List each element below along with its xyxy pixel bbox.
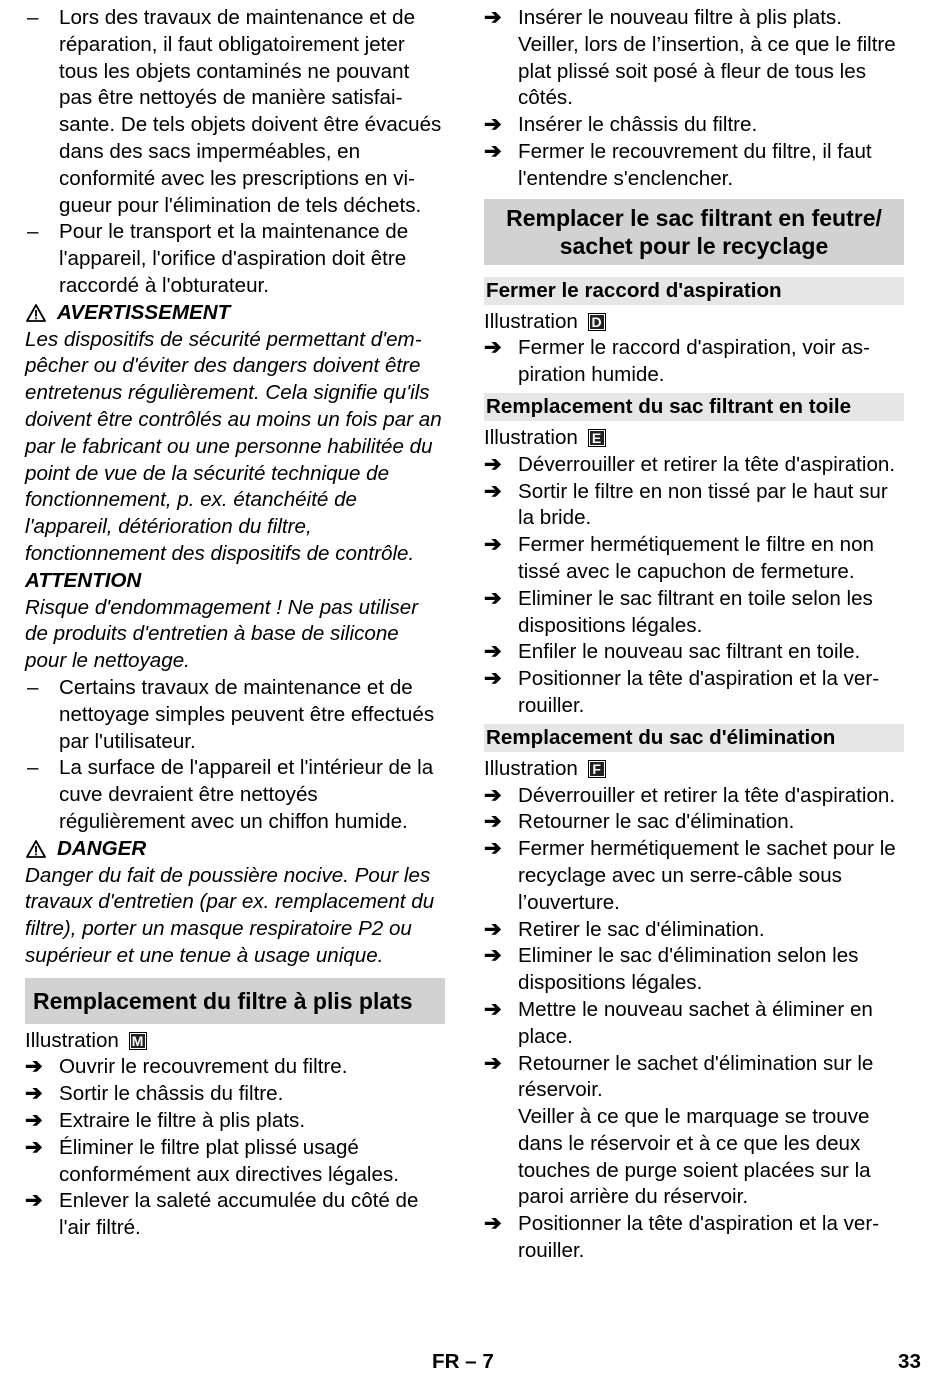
- arrow-icon: ➔: [484, 452, 502, 476]
- step-text: Déverrouiller et retirer la tête d'aspiration.: [518, 783, 896, 807]
- arrow-icon: ➔: [25, 1055, 43, 1079]
- illustration-label: Illustration: [484, 309, 578, 333]
- step-item: [484, 809, 904, 836]
- arrow-icon: ➔: [484, 533, 502, 557]
- step-item: [484, 997, 904, 1051]
- subsection-heading-cloth-bag: Remplacement du sac filtrant en toile: [484, 393, 904, 421]
- page-number: 33: [898, 1350, 921, 1373]
- illustration-label: Illustration: [484, 756, 578, 780]
- step-text: Sortir le châssis du filtre.: [59, 1082, 284, 1106]
- arrow-icon: ➔: [484, 944, 502, 968]
- dash-bullet: –: [27, 6, 39, 29]
- arrow-icon: ➔: [484, 667, 502, 691]
- step-item: [25, 1081, 445, 1108]
- step-note: Veiller à ce que le marquage se trouve dans le réservoir et à ce que les deux touches de purge soient placées sur la paroi arrière du réservoir.: [518, 1105, 871, 1209]
- step-text: Retourner le sachet d'élimination sur le réservoir.: [518, 1051, 874, 1102]
- warning-title: AVERTISSEMENT: [57, 300, 231, 324]
- step-item: [484, 783, 904, 810]
- step-text: Déverrouiller et retirer la tête d'aspiration.: [518, 452, 896, 476]
- arrow-icon: ➔: [484, 783, 502, 807]
- step-item: [484, 1051, 904, 1105]
- illustration-letter-badge: E: [588, 429, 606, 447]
- illustration-reference: [484, 309, 904, 336]
- step-item: [25, 1054, 445, 1081]
- section-heading-filter: Remplacement du filtre à plis plats: [25, 978, 445, 1024]
- arrow-icon: ➔: [484, 640, 502, 664]
- illustration-letter-badge: D: [588, 313, 606, 331]
- step-text: Éliminer le filtre plat plissé usagé conformément aux directives légales.: [59, 1135, 399, 1186]
- step-item: [25, 1135, 445, 1189]
- illustration-reference: [484, 756, 904, 783]
- list-item-text: Certains travaux de maintenance et de nettoyage simples peuvent être effectués par l'utilisateur.: [59, 675, 435, 753]
- arrow-icon: ➔: [484, 6, 502, 29]
- right-column: [484, 5, 904, 1265]
- step-item: [484, 139, 904, 193]
- step-item: [484, 479, 904, 533]
- footer-section-label: FR – 7: [432, 1350, 494, 1373]
- step-text: Fermer hermétiquement le sachet pour le recyclage avec un serre-câble sous l’ouverture.: [518, 837, 896, 914]
- step-text: Enlever la saleté accumulée du côté de l'air filtré.: [59, 1189, 419, 1240]
- step-text: Positionner la tête d'aspiration et la verrouiller.: [518, 1212, 880, 1263]
- step-item: [25, 1188, 445, 1242]
- step-text: Insérer le châssis du filtre.: [518, 113, 758, 137]
- step-text: Sortir le filtre en non tissé par le haut sur la bride.: [518, 479, 888, 530]
- arrow-icon: ➔: [484, 810, 502, 834]
- warning-triangle-icon: [25, 304, 47, 322]
- arrow-icon: ➔: [484, 586, 502, 610]
- step-item: [484, 586, 904, 640]
- step-text: Eliminer le sac d'élimination selon les dispositions légales.: [518, 944, 859, 995]
- warning-text: Les dispositifs de sécurité permettant d'empêcher ou d'éviter des dangers doivent être entretenus régulièrement. Cela signifie qu'ils doivent être contrôlés au moins un fois par an par le fabricant ou une personne habilitée du point de vue de la sécurité technique de fonctionnement, p. ex. étanchéité de l'appareil, détérioration du filtre, fonctionnement des dispositifs de contrôle.: [25, 327, 442, 565]
- dash-list-item: [25, 755, 445, 835]
- step-item: [484, 917, 904, 944]
- danger-heading: [25, 836, 445, 863]
- list-item-text: Pour le transport et la maintenance de l'appareil, l'orifice d'aspiration doit être raccordé à l'obturateur.: [59, 220, 409, 297]
- step-text: Positionner la tête d'aspiration et la verrouiller.: [518, 667, 880, 717]
- step-text: Eliminer le sac filtrant en toile selon les dispositions légales.: [518, 586, 873, 637]
- step-item: [484, 112, 904, 139]
- arrow-icon: ➔: [484, 837, 502, 861]
- arrow-icon: ➔: [484, 997, 502, 1021]
- arrow-icon: ➔: [25, 1109, 43, 1133]
- arrow-icon: ➔: [25, 1189, 43, 1213]
- subsection-heading-suction: Fermer le raccord d'aspiration: [484, 277, 904, 305]
- warning-triangle-icon: [25, 840, 47, 858]
- step-text: Ouvrir le recouvrement du filtre.: [59, 1055, 348, 1079]
- danger-title: DANGER: [57, 836, 147, 860]
- section-heading-bag: Remplacer le sac filtrant en feutre/ sachet pour le recyclage: [484, 199, 904, 265]
- subsection-heading-disposal-bag: Remplacement du sac d'élimination: [484, 724, 904, 752]
- step-item: [484, 639, 904, 666]
- attention-text: Risque d'endommagement ! Ne pas utiliser de produits d'entretien à base de silicone pour le nettoyage.: [25, 595, 419, 673]
- arrow-icon: ➔: [484, 139, 502, 163]
- list-item-text: Lors des travaux de maintenance et de réparation, il faut obligatoirement jeter tous les objets contaminés ne pouvant pas être nettoyés de manière satisfaisante. De tels objets doivent être évacués dans des sacs imperméables, en conformité avec les prescriptions en vigueur pour l'élimination de tels déchets.: [59, 6, 442, 217]
- step-text: Retirer le sac d'élimination.: [518, 917, 765, 941]
- arrow-icon: ➔: [484, 113, 502, 137]
- arrow-icon: ➔: [484, 479, 502, 503]
- step-text: Fermer hermétiquement le filtre en non tissé avec le capuchon de fermeture.: [518, 533, 874, 583]
- step-item: [484, 5, 904, 32]
- step-text: Insérer le nouveau filtre à plis plats.: [518, 6, 842, 29]
- list-item-text: La surface de l'appareil et l'intérieur de la cuve devraient être nettoyés régulièrement avec un chiffon humide.: [59, 756, 434, 833]
- danger-text: Danger du fait de poussière nocive. Pour les travaux d'entretien (par ex. remplacement du filtre), porter un masque respiratoire P2 ou supérieur et une tenue à usage unique.: [25, 863, 435, 967]
- left-column: [25, 5, 445, 1242]
- step-item: [484, 335, 904, 389]
- illustration-label: Illustration: [484, 425, 578, 449]
- illustration-letter-badge: F: [588, 760, 606, 778]
- dash-bullet: –: [27, 756, 39, 780]
- warning-heading: [25, 300, 445, 327]
- step-item: [484, 452, 904, 479]
- illustration-reference: [25, 1028, 445, 1055]
- step-item: [484, 943, 904, 997]
- step-note: Veiller, lors de l’insertion, à ce que le filtre plat plissé soit posé à fleur de tous les côtés.: [518, 32, 896, 110]
- illustration-reference: [484, 425, 904, 452]
- dash-bullet: –: [27, 220, 39, 244]
- arrow-icon: ➔: [484, 1051, 502, 1075]
- step-item: [484, 666, 904, 720]
- dash-list-item: [25, 5, 445, 219]
- dash-list-item: [25, 219, 445, 299]
- arrow-icon: ➔: [484, 1212, 502, 1236]
- arrow-icon: ➔: [484, 336, 502, 360]
- step-item: [484, 836, 904, 916]
- attention-title: ATTENTION: [25, 568, 142, 592]
- step-text: Retourner le sac d'élimination.: [518, 810, 795, 834]
- step-text: Fermer le raccord d'aspiration, voir aspiration humide.: [518, 336, 870, 387]
- dash-list-item: [25, 675, 445, 755]
- step-item: [25, 1108, 445, 1135]
- illustration-label: Illustration: [25, 1028, 119, 1052]
- step-text: Fermer le recouvrement du filtre, il faut l'entendre s'enclencher.: [518, 139, 872, 190]
- step-item: [484, 1211, 904, 1265]
- step-text: Mettre le nouveau sachet à éliminer en place.: [518, 997, 873, 1048]
- dash-bullet: –: [27, 675, 39, 699]
- illustration-letter-badge: M: [129, 1032, 147, 1050]
- arrow-icon: ➔: [484, 917, 502, 941]
- step-text: Extraire le filtre à plis plats.: [59, 1109, 306, 1133]
- step-item: [484, 532, 904, 586]
- arrow-icon: ➔: [25, 1082, 43, 1106]
- step-text: Enfiler le nouveau sac filtrant en toile.: [518, 640, 861, 664]
- arrow-icon: ➔: [25, 1135, 43, 1159]
